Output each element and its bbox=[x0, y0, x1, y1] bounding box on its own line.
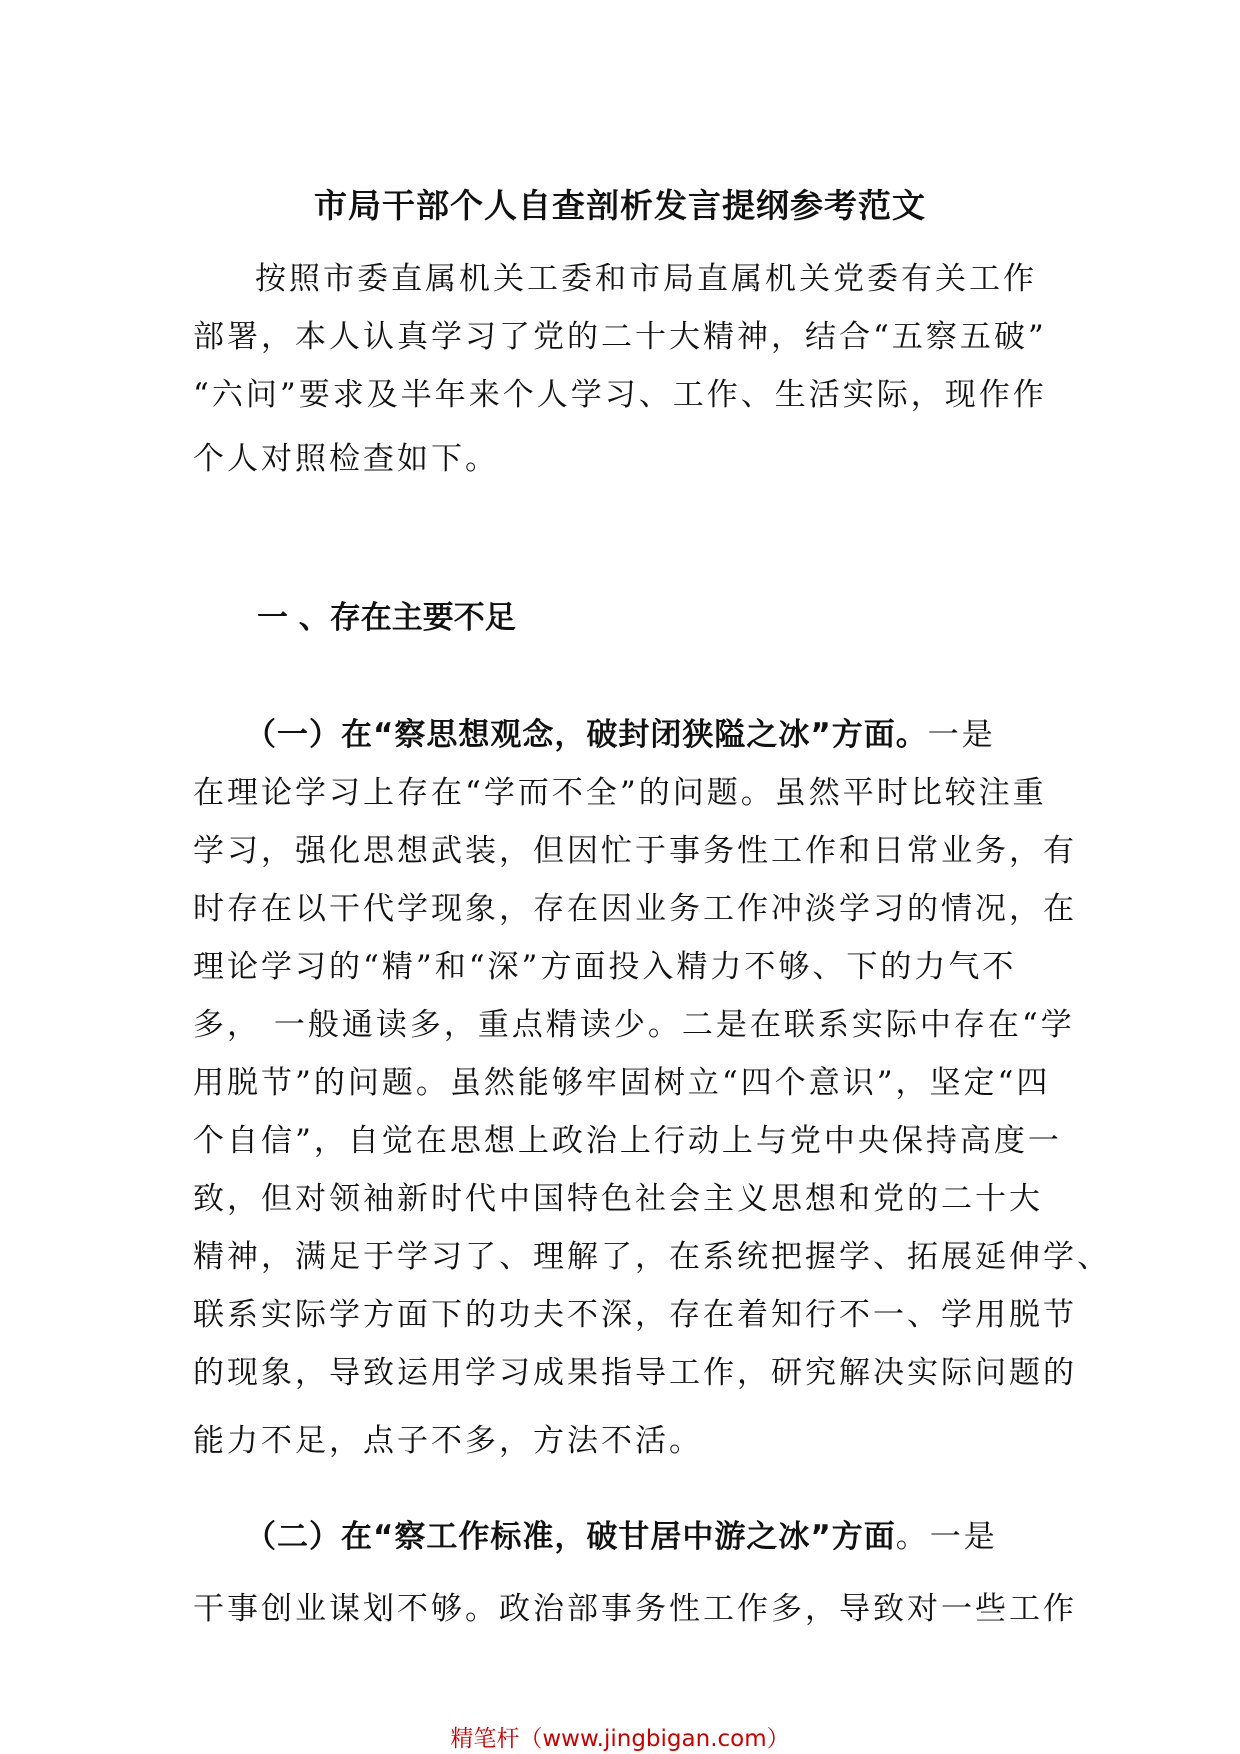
paragraph-line: 在理论学习上存在“学而不全”的问题。虽然平时比较注重 bbox=[193, 775, 1047, 811]
intro-line: 部署，本人认真学习了党的二十大精神，结合“五察五破” bbox=[193, 319, 1047, 355]
paragraph-line: 精神，满足于学习了、理解了，在系统把握学、拓展延伸学、 bbox=[193, 1239, 1111, 1275]
paragraph-line: 致，但对领袖新时代中国特色社会主义思想和党的二十大 bbox=[193, 1181, 1043, 1217]
footer-watermark: 精笔杆（www.jingbigan.com） bbox=[450, 1726, 790, 1752]
subsection-2-heading: （二）在“察工作标准，破甘居中游之冰”方面 bbox=[245, 1519, 896, 1555]
paragraph-line: 能力不足，点子不多，方法不活。 bbox=[193, 1423, 703, 1459]
paragraph-line: 学习，强化思想武装，但因忙于事务性工作和日常业务，有 bbox=[193, 833, 1077, 869]
subsection-2 bbox=[193, 1508, 1077, 1638]
subsection-1-first-line-tail: 一是 bbox=[927, 717, 996, 753]
paragraph-line: 理论学习的“精”和“深”方面投入精力不够、下的力气不 bbox=[193, 949, 1017, 985]
intro-paragraph bbox=[193, 250, 1073, 488]
intro-line: 个人对照检查如下。 bbox=[193, 441, 499, 477]
paragraph-line: 时存在以干代学现象，存在因业务工作冲淡学习的情况，在 bbox=[193, 891, 1077, 927]
section-heading: 一 、存在主要不足 bbox=[257, 600, 516, 636]
paragraph-line: 个自信”，自觉在思想上政治上行动上与党中央保持高度一 bbox=[193, 1123, 1062, 1159]
subsection-1-first-line bbox=[193, 706, 1073, 764]
paragraph-line: 多， 一般通读多，重点精读少。二是在联系实际中存在“学 bbox=[193, 1007, 1075, 1043]
subsection-1-heading: （一）在“察思想观念，破封闭狭隘之冰”方面。 bbox=[245, 717, 928, 753]
intro-line: 按照市委直属机关工委和市局直属机关党委有关工作 bbox=[255, 261, 1037, 297]
document-title: 市局干部个人自查剖析发言提纲参考范文 bbox=[314, 186, 926, 225]
intro-line: “六问”要求及半年来个人学习、工作、生活实际，现作作 bbox=[193, 377, 1047, 413]
subsection-1 bbox=[193, 706, 1111, 1470]
paragraph-line: 的现象，导致运用学习成果指导工作，研究解决实际问题的 bbox=[193, 1355, 1077, 1391]
subsection-2-first-line bbox=[193, 1508, 1073, 1566]
paragraph-line: 用脱节”的问题。虽然能够牢固树立“四个意识”，坚定“四 bbox=[193, 1065, 1051, 1101]
paragraph-line: 联系实际学方面下的功夫不深，存在着知行不一、学用脱节 bbox=[193, 1297, 1077, 1333]
subsection-2-first-line-tail: 。一是 bbox=[895, 1519, 998, 1555]
paragraph-line: 干事创业谋划不够。政治部事务性工作多，导致对一些工作 bbox=[193, 1591, 1077, 1627]
